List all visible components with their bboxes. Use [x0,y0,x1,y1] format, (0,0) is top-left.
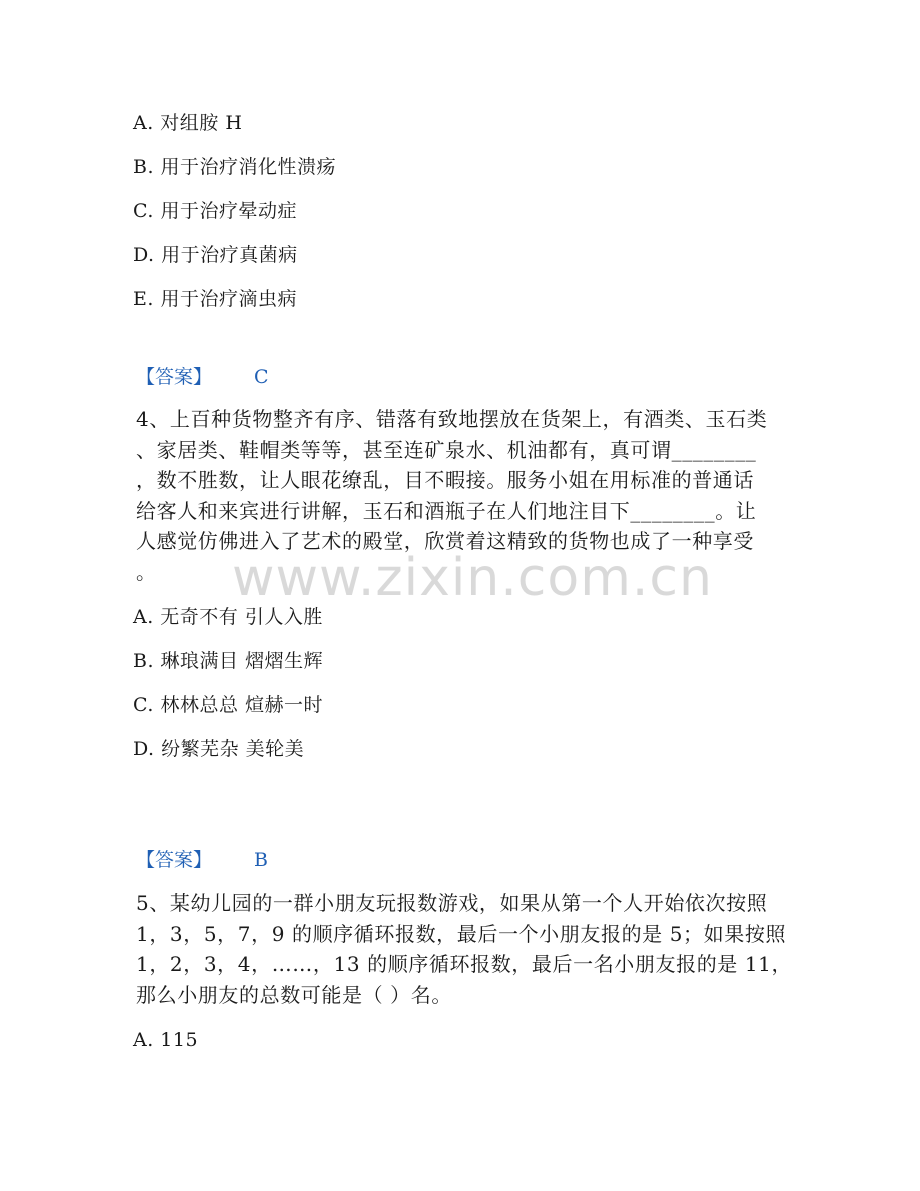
answer-block-1 [136,365,269,389]
question-5-line: 那么小朋友的总数可能是（ ）名。 [136,982,452,1007]
q5-option-a: A. 115 [133,1029,199,1051]
answer-value: C [254,366,269,388]
question-4-line: 4、上百种货物整齐有序、错落有致地摆放在货架上，有酒类、玉石类 [136,407,768,431]
answer-block-2 [136,848,268,872]
question-4-line: 给客人和来宾进行讲解，玉石和酒瓶子在人们地注目下________。让 [136,498,757,523]
q4-option-c: C. 林林总总 煊赫一时 [133,694,323,716]
answer-value: B [254,849,268,871]
watermark: www.zixin.com.cn [232,548,713,608]
answer-label: 【答案】 [136,366,213,388]
question-4-line: 、家居类、鞋帽类等等，甚至连矿泉水、机油都有，真可谓________ [136,437,757,462]
question-4-line: 。 [136,559,157,584]
question-5-text [136,888,793,1010]
question-4-line: 人感觉仿佛进入了艺术的殿堂，欣赏着这精致的货物也成了一种享受 [136,529,754,553]
question-5-line: 5、某幼儿园的一群小朋友玩报数游戏，如果从第一个人开始依次按照 [136,891,768,915]
q4-option-b: B. 琳琅满目 熠熠生辉 [133,650,324,672]
q3-option-b: B. 用于治疗消化性溃疡 [133,156,337,178]
q3-option-a: A. 对组胺 H [133,112,243,134]
question-5-line: 1，2，3，4，……，13 的顺序循环报数，最后一名小朋友报的是 11， [136,952,793,976]
q3-option-e: E. 用于治疗滴虫病 [133,288,297,310]
q3-option-d: D. 用于治疗真菌病 [133,244,298,266]
q4-option-d: D. 纷繁芜杂 美轮美 [133,738,305,760]
q3-option-c: C. 用于治疗晕动症 [133,200,297,222]
q4-option-a: A. 无奇不有 引人入胜 [133,606,323,628]
answer-label: 【答案】 [136,849,213,871]
question-4-line: ，数不胜数，让人眼花缭乱，目不暇接。服务小姐在用标准的普通话 [136,468,754,492]
question-5-line: 1，3，5，7，9 的顺序循环报数，最后一个小朋友报的是 5；如果按照 [136,921,787,946]
